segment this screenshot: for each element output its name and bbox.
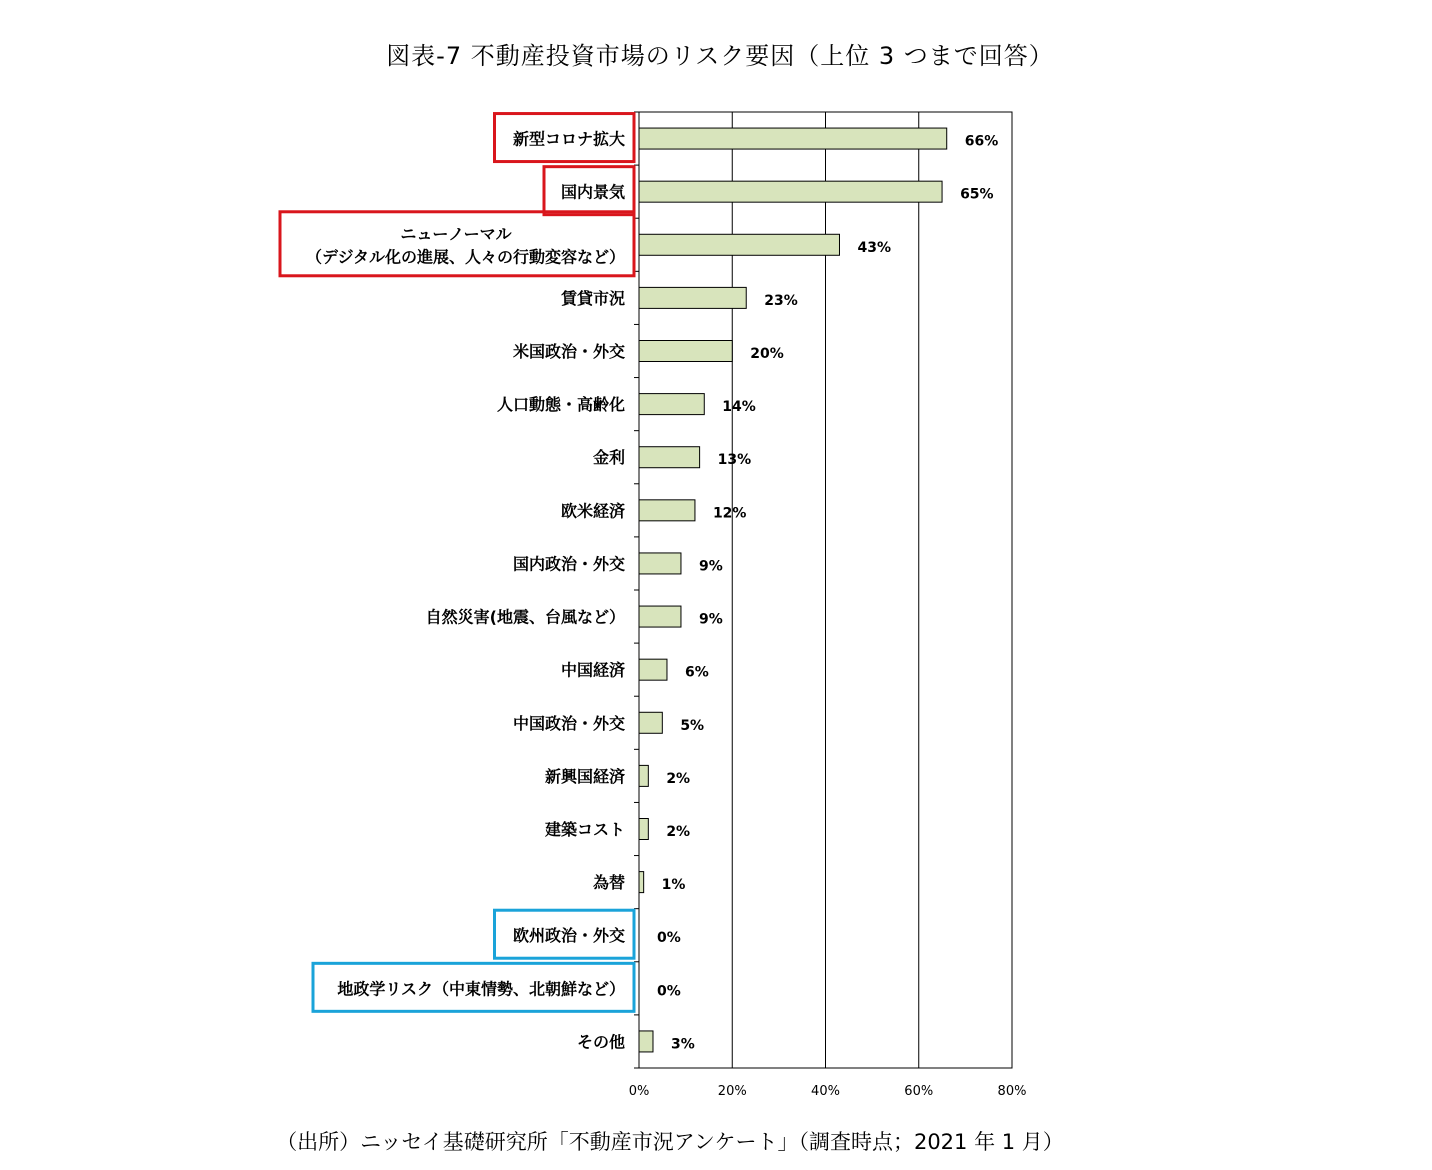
bar <box>639 606 681 627</box>
value-label: 2% <box>666 824 691 840</box>
category-label: 自然災害(地震、台風など） <box>425 607 625 627</box>
x-tick-label: 60% <box>904 1084 934 1099</box>
value-label: 5% <box>680 717 705 734</box>
value-label: 2% <box>666 770 691 787</box>
category-label: ニューノーマル <box>400 224 512 244</box>
bar <box>639 1031 653 1052</box>
bar <box>639 765 648 786</box>
value-label: 65% <box>960 186 994 203</box>
bars <box>639 128 947 1052</box>
value-label: 14% <box>722 399 756 416</box>
category-label: 欧米経済 <box>560 501 625 521</box>
category-label: 米国政治・外交 <box>512 342 625 361</box>
chart-title: 図表-7 不動産投資市場のリスク要因（上位 3 つまで回答） <box>386 42 1054 70</box>
chart-source-note: （出所）ニッセイ基礎研究所「不動産市況アンケート」（調査時点；2021 年 1 月） <box>276 1130 1064 1154</box>
value-label: 12% <box>712 505 747 522</box>
category-label: 賃貸市況 <box>560 288 625 308</box>
bar <box>639 128 947 149</box>
category-label: 中国経済 <box>560 660 625 680</box>
value-label: 9% <box>698 611 723 628</box>
value-label: 13% <box>717 452 752 469</box>
bar <box>639 234 839 255</box>
bar <box>639 287 746 308</box>
category-label: 金利 <box>592 448 625 468</box>
value-label: 3% <box>670 1036 695 1053</box>
x-tick-label: 20% <box>717 1084 747 1099</box>
value-label: 9% <box>698 558 723 575</box>
value-labels <box>657 134 998 1053</box>
value-label: 66% <box>964 133 999 150</box>
category-label: （デジタル化の進展、人々の行動変容など） <box>305 247 625 267</box>
category-label: 地政学リスク（中東情勢、北朝鮮など） <box>337 979 625 999</box>
bar <box>639 872 644 893</box>
category-label: 人口動態・高齢化 <box>496 395 625 415</box>
category-labels <box>306 130 625 1052</box>
bar <box>639 341 732 362</box>
category-label: 中国政治・外交 <box>512 713 625 733</box>
value-label: 1% <box>661 877 686 894</box>
value-label: 23% <box>764 292 798 309</box>
category-label: 新型コロナ拡大 <box>512 129 625 149</box>
category-label: 為替 <box>592 873 625 893</box>
value-label: 6% <box>684 664 709 681</box>
x-tick-label: 0% <box>628 1084 650 1099</box>
bar <box>639 819 648 840</box>
value-label: 43% <box>857 239 892 256</box>
x-tick-label: 40% <box>811 1084 840 1099</box>
bar <box>639 659 667 680</box>
category-label: 国内政治・外交 <box>512 554 625 574</box>
bar <box>639 181 942 202</box>
category-label: 新興国経済 <box>544 766 625 786</box>
bar <box>639 394 704 415</box>
value-label: 0% <box>657 930 681 947</box>
x-axis-ticks <box>629 1084 1027 1099</box>
bar <box>639 553 681 574</box>
bar <box>639 712 662 733</box>
category-label: その他 <box>576 1032 625 1052</box>
value-label: 20% <box>750 346 784 362</box>
bar <box>639 447 700 468</box>
x-tick-label: 80% <box>997 1084 1027 1099</box>
category-label: 建築コスト <box>544 820 625 839</box>
bar <box>639 500 695 521</box>
value-label: 0% <box>657 983 681 1000</box>
category-label: 欧州政治・外交 <box>512 926 625 946</box>
category-label: 国内景気 <box>560 182 625 202</box>
